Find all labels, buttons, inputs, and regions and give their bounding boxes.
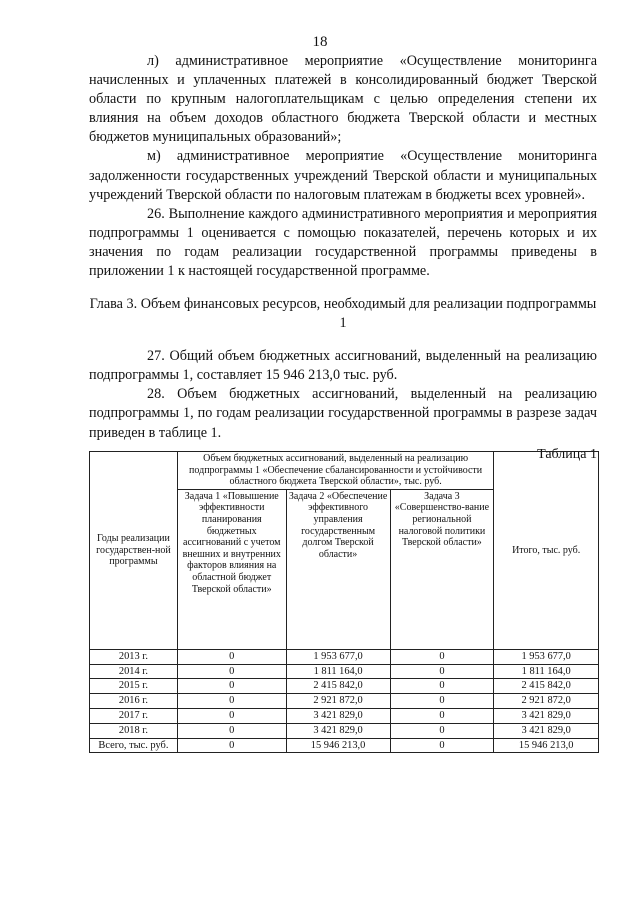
cell-task-3: 0 bbox=[390, 738, 494, 753]
cell-task-3: 0 bbox=[390, 723, 494, 738]
page-number: 18 bbox=[312, 34, 328, 50]
cell-year: Всего, тыс. руб. bbox=[90, 738, 178, 753]
table-row bbox=[90, 664, 599, 679]
paragraph-27: 27. Общий объем бюджетных ассигнований, выделенный на реализацию подпрограммы 1, составляет 15 946 213,0 тыс. руб. bbox=[89, 348, 597, 384]
cell-task-2: 1 953 677,0 bbox=[286, 649, 390, 664]
header-task-3: Задача 3 «Совершенство-вание региональной налоговой политики Тверской области» bbox=[390, 489, 494, 649]
cell-task-1: 0 bbox=[177, 738, 286, 753]
cell-task-1: 0 bbox=[177, 708, 286, 723]
chapter-heading: Глава 3. Объем финансовых ресурсов, необходимый для реализации подпрограммы 1 bbox=[89, 296, 597, 332]
cell-total: 3 421 829,0 bbox=[494, 723, 599, 738]
paragraph-28: 28. Объем бюджетных ассигнований, выделенный на реализацию подпрограммы 1, по годам реализации государственной программы в разрезе задач приведен в таблице 1. bbox=[89, 386, 597, 441]
cell-task-2: 3 421 829,0 bbox=[286, 708, 390, 723]
cell-task-2: 2 921 872,0 bbox=[286, 694, 390, 709]
cell-task-1: 0 bbox=[177, 694, 286, 709]
cell-task-3: 0 bbox=[390, 649, 494, 664]
cell-year: 2017 г. bbox=[90, 708, 178, 723]
header-task-2: Задача 2 «Обеспечение эффективного управления государственным долгом Тверской области» bbox=[286, 489, 390, 649]
cell-task-3: 0 bbox=[390, 694, 494, 709]
cell-task-1: 0 bbox=[177, 723, 286, 738]
table-row bbox=[90, 649, 599, 664]
cell-year: 2014 г. bbox=[90, 664, 178, 679]
cell-task-2: 15 946 213,0 bbox=[286, 738, 390, 753]
table-row bbox=[90, 708, 599, 723]
budget-table bbox=[89, 451, 599, 753]
cell-task-3: 0 bbox=[390, 708, 494, 723]
cell-year: 2013 г. bbox=[90, 649, 178, 664]
cell-task-1: 0 bbox=[177, 664, 286, 679]
table-row bbox=[90, 723, 599, 738]
table-caption: Таблица 1 bbox=[537, 446, 597, 462]
cell-total: 1 953 677,0 bbox=[494, 649, 599, 664]
cell-total: 15 946 213,0 bbox=[494, 738, 599, 753]
cell-total: 2 415 842,0 bbox=[494, 679, 599, 694]
cell-year: 2018 г. bbox=[90, 723, 178, 738]
cell-total: 3 421 829,0 bbox=[494, 708, 599, 723]
cell-task-2: 1 811 164,0 bbox=[286, 664, 390, 679]
cell-year: 2015 г. bbox=[90, 679, 178, 694]
cell-task-3: 0 bbox=[390, 664, 494, 679]
cell-task-3: 0 bbox=[390, 679, 494, 694]
cell-task-2: 2 415 842,0 bbox=[286, 679, 390, 694]
header-years: Годы реализации государствен-ной программы bbox=[90, 452, 178, 650]
document-body bbox=[89, 52, 597, 463]
cell-year: 2016 г. bbox=[90, 694, 178, 709]
paragraph-26: 26. Выполнение каждого административного мероприятия и мероприятия подпрограммы 1 оценивается с помощью показателей, перечень которых и их значения по годам реализации государственной программы приведены в приложении 1 к настоящей государственной программе. bbox=[89, 205, 597, 280]
cell-task-2: 3 421 829,0 bbox=[286, 723, 390, 738]
header-total: Итого, тыс. руб. bbox=[494, 452, 599, 650]
table-row-total bbox=[90, 738, 599, 753]
cell-task-1: 0 bbox=[177, 679, 286, 694]
paragraph-m: м) административное мероприятие «Осуществление мониторинга задолженности государственных учреждений Тверской области и муниципальных учреждений Тверской области по налоговым платежам в бюджеты всех уровней». bbox=[89, 148, 597, 203]
cell-task-1: 0 bbox=[177, 649, 286, 664]
table-row bbox=[90, 694, 599, 709]
cell-total: 1 811 164,0 bbox=[494, 664, 599, 679]
header-task-1: Задача 1 «Повышение эффективности планирования бюджетных ассигнований с учетом внешних и внутренних факторов влияния на областной бюджет Тверской области» bbox=[177, 489, 286, 649]
paragraph-l: л) административное мероприятие «Осуществление мониторинга начисленных и уплаченных платежей в консолидированный бюджет Тверской области по крупным налогоплательщикам с целью определения степени их влияния на объем доходов областного бюджета Тверской области и местных бюджетов муниципальных образований»; bbox=[89, 53, 597, 146]
cell-total: 2 921 872,0 bbox=[494, 694, 599, 709]
table-row bbox=[90, 679, 599, 694]
header-allocations: Объем бюджетных ассигнований, выделенный на реализацию подпрограммы 1 «Обеспечение сбалансированности и устойчивости областного бюджета Тверской области», тыс. руб. bbox=[177, 452, 493, 490]
